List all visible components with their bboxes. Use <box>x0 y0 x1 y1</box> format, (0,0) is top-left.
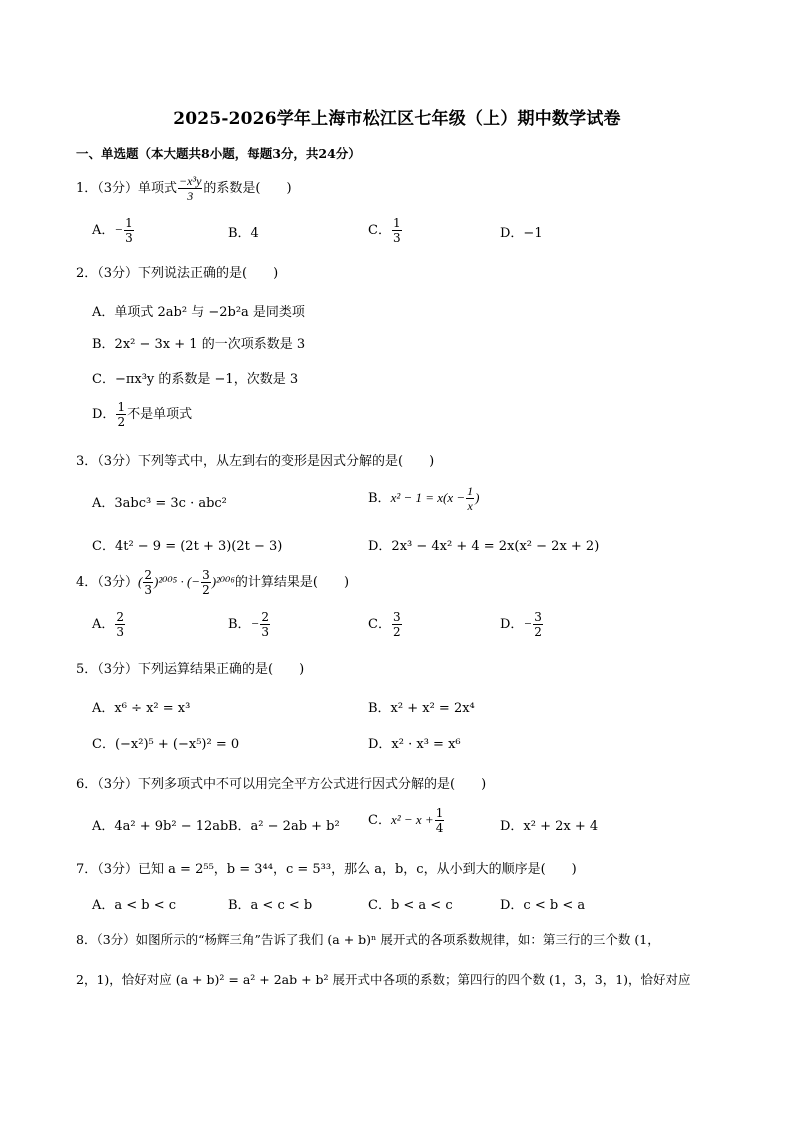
q4-d-fraction <box>533 610 543 639</box>
q1-fraction <box>178 174 202 203</box>
q4-exponent-1: )²⁰⁰⁵ · (− <box>154 574 201 589</box>
q3-b-post: ) <box>475 490 480 505</box>
q3-b-num: 1 <box>467 484 474 498</box>
q4-b-label: B． <box>228 617 251 632</box>
q4-d-label: D． <box>500 617 524 632</box>
q6-c-pre: x² − x + <box>390 812 434 827</box>
q6-c-fraction <box>435 806 445 835</box>
q4-c-num: 3 <box>392 610 401 624</box>
q3-option-c[interactable]: C．4t² − 9 = (2t + 3)(2t − 3) <box>92 539 283 554</box>
q4-option-c[interactable] <box>368 610 403 639</box>
q4-option-d[interactable] <box>500 610 544 639</box>
section-heading: 一、单选题（本大题共8小题，每题3分，共24分） <box>76 146 361 161</box>
q1-a-sign: − <box>114 222 124 237</box>
question-8-line-1: 8．（3分）如图所示的“杨辉三角”告诉了我们 (a + b)ⁿ 展开式的各项系数规律，如：第三行的三个数 (1， <box>76 932 660 947</box>
q1-a-den: 3 <box>125 231 133 245</box>
q6-option-b[interactable]: B．a² − 2ab + b² <box>228 819 340 834</box>
q5-option-a[interactable]: A．x⁶ ÷ x² = x³ <box>92 701 191 716</box>
q4-a-fraction <box>115 610 125 639</box>
q1-c-num: 1 <box>392 216 401 230</box>
question-5-stem: 5．（3分）下列运算结果正确的是( ) <box>76 662 305 677</box>
q6-c-num: 1 <box>435 806 444 820</box>
q7-option-d[interactable]: D．c < b < a <box>500 898 586 913</box>
q4-b-num: 2 <box>261 610 269 624</box>
q4-d-sign: − <box>523 616 533 631</box>
q5-option-c[interactable]: C．(−x²)⁵ + (−x⁵)² = 0 <box>92 737 240 752</box>
page-title: 2025-2026学年上海市松江区七年级（上）期中数学试卷 <box>173 109 621 129</box>
q4-frac-2-den: 2 <box>202 583 210 597</box>
q4-d-den: 2 <box>534 625 542 639</box>
q4-expr-open: ( <box>138 574 143 589</box>
q4-frac-1-num: 2 <box>144 568 153 582</box>
q2-d-den: 2 <box>117 415 126 429</box>
q4-b-fraction <box>260 610 270 639</box>
question-6-stem: 6．（3分）下列多项式中不可以用完全平方公式进行因式分解的是( ) <box>76 777 487 792</box>
q4-a-den: 3 <box>116 625 125 639</box>
q1-a-fraction <box>124 216 134 245</box>
q4-exponent-2: )²⁰⁰⁶ <box>211 574 235 589</box>
q3-b-fraction <box>466 484 474 513</box>
q4-b-sign: − <box>250 616 260 631</box>
q2-option-b[interactable]: B．2x² − 3x + 1 的一次项系数是 3 <box>92 337 306 352</box>
question-7-stem: 7．（3分）已知 a = 2⁵⁵，b = 3⁴⁴，c = 5³³，那么 a，b，c，从小到大的顺序是( ) <box>76 862 577 877</box>
q4-option-b[interactable] <box>228 610 271 639</box>
question-8-line-2: 2，1)，恰好对应 (a + b)² = a² + 2ab + b² 展开式中各项的系数；第四行的四个数 (1，3，3，1)，恰好对应 <box>76 972 691 987</box>
q4-b-den: 3 <box>261 625 269 639</box>
q1-option-c[interactable] <box>368 216 403 245</box>
q4-prefix: 4．（3分） <box>76 575 139 590</box>
q4-d-num: 3 <box>534 610 542 624</box>
q2-option-a[interactable]: A．单项式 2ab² 与 −2b²a 是同类项 <box>92 305 305 320</box>
q6-option-a[interactable]: A．4a² + 9b² − 12ab <box>92 819 229 834</box>
q2-d-label: D． <box>92 407 116 422</box>
q3-option-b[interactable] <box>368 484 480 513</box>
q4-a-num: 2 <box>116 610 125 624</box>
q1-a-num: 1 <box>125 216 133 230</box>
q2-option-d[interactable] <box>92 400 192 429</box>
q6-option-d[interactable]: D．x² + 2x + 4 <box>500 819 599 834</box>
q5-option-b[interactable]: B．x² + x² = 2x⁴ <box>368 701 475 716</box>
q3-b-pre: x² − 1 = x(x − <box>390 490 466 505</box>
q2-d-num: 1 <box>117 400 126 414</box>
q4-option-a[interactable] <box>92 610 126 639</box>
q7-option-a[interactable]: A．a < b < c <box>92 898 177 913</box>
q1-c-label: C． <box>368 223 391 238</box>
q4-a-label: A． <box>92 617 115 632</box>
q7-option-c[interactable]: C．b < a < c <box>368 898 453 913</box>
q4-frac-2 <box>201 568 211 597</box>
q4-c-fraction <box>392 610 402 639</box>
q2-d-suffix: 不是单项式 <box>127 407 193 422</box>
question-3-stem: 3．（3分）下列等式中，从左到右的变形是因式分解的是( ) <box>76 454 435 469</box>
q7-option-b[interactable]: B．a < c < b <box>228 898 313 913</box>
q6-c-den: 4 <box>435 821 444 835</box>
q4-frac-1 <box>143 568 153 597</box>
q1-frac-den: 3 <box>187 189 194 203</box>
q1-c-den: 3 <box>392 231 401 245</box>
q1-option-b[interactable]: B．4 <box>228 226 259 241</box>
q5-option-d[interactable]: D．x² · x³ = x⁶ <box>368 737 461 752</box>
q4-c-den: 2 <box>392 625 401 639</box>
q2-d-fraction <box>116 400 126 429</box>
question-2-stem: 2．（3分）下列说法正确的是( ) <box>76 266 279 281</box>
q4-suffix: 的计算结果是( ) <box>234 575 350 590</box>
q1-option-d[interactable]: D．−1 <box>500 226 543 241</box>
q4-frac-1-den: 3 <box>144 583 153 597</box>
question-1-stem <box>76 174 292 203</box>
q1-suffix: 的系数是( ) <box>203 181 292 196</box>
question-4-stem <box>76 568 349 597</box>
q3-option-d[interactable]: D．2x³ − 4x² + 4 = 2x(x² − 2x + 2) <box>368 539 600 554</box>
q1-prefix: 1．（3分）单项式 <box>76 181 178 196</box>
q1-frac-num: −x³y <box>179 174 202 188</box>
q4-c-label: C． <box>368 617 391 632</box>
q6-option-c[interactable] <box>368 806 445 835</box>
q6-c-label: C． <box>368 813 391 828</box>
q1-option-a[interactable] <box>92 216 135 245</box>
q4-frac-2-num: 3 <box>202 568 210 582</box>
q3-b-label: B． <box>368 491 391 506</box>
q3-option-a[interactable]: A．3abc³ = 3c · abc² <box>92 496 227 511</box>
q3-b-den: x <box>467 499 473 513</box>
q1-a-label: A． <box>92 223 115 238</box>
q2-option-c[interactable]: C．−πx³y 的系数是 −1，次数是 3 <box>92 372 299 387</box>
q1-c-fraction <box>392 216 402 245</box>
